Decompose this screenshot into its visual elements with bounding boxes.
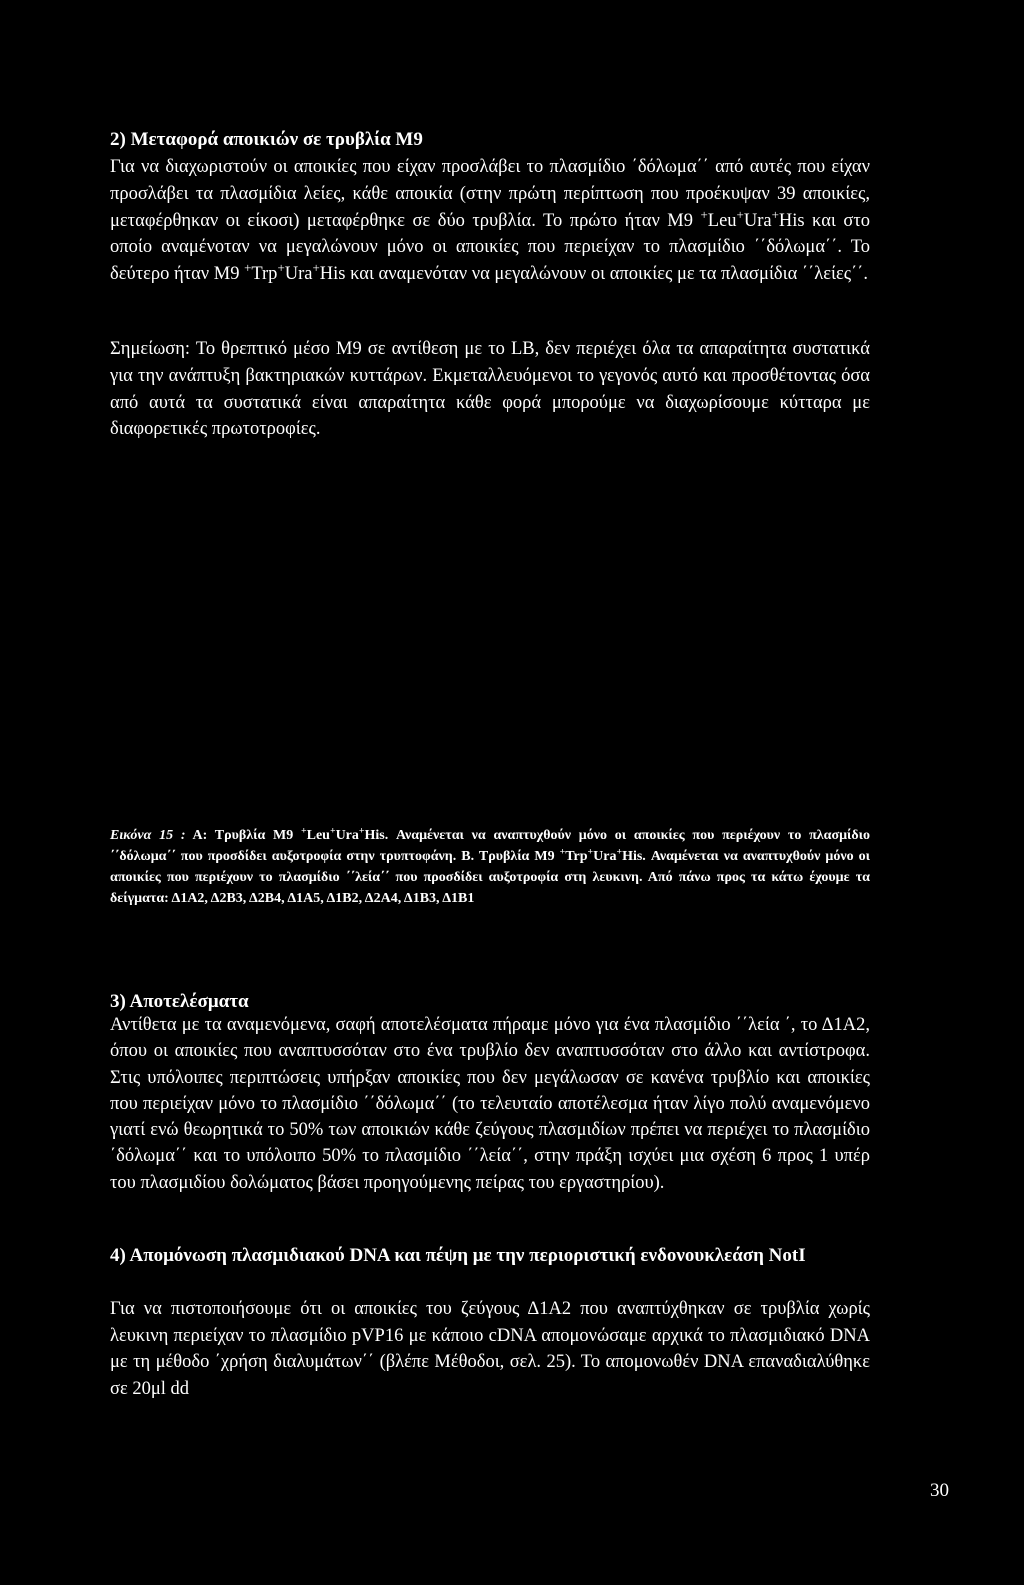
- text-run: Για να διαχωριστούν οι αποικίες που είχαν προσλάβει το πλασμίδιο ΄δόλωμα΄΄ από αυτές που είχαν προσλάβει τα πλασμίδια λείες, κάθε αποικία (στην πρώτη περίπτωση που προέκυψαν 39 αποικίες, μεταφέρθηκαν οι είκοσι) μεταφέρθηκε σε δύο τρυβλία. Το πρώτο ήταν Μ9: [110, 157, 870, 231]
- text-run: His. Αναμένεται να αναπτυχθούν μόνο οι αποικίες που περιέχουν το πλασμίδιο ΄΄λεία΄΄ που προσδίδει αυξοτροφία στη λευκινη. Από πάνω προς τα κάτω έχουμε τα δείγματα:: [110, 849, 870, 906]
- text-run: Leu: [306, 828, 330, 843]
- caption-samples: Δ1Α2, Δ2Β3, Δ2Β4, Δ1Α5, Δ1Β2, Δ2Α4, Δ1Β3, Δ1Β1: [171, 891, 475, 906]
- text-run: His. Αναμένεται να αναπτυχθούν μόνο οι αποικίες που περιέχουν το πλασμίδιο ΄΄δόλωμα΄΄ που προσδίδει αυξοτροφία στην τρυπτοφάνη. Β. Τρυβλία Μ9: [110, 828, 870, 864]
- text-run: Δ1Α2: [527, 1299, 572, 1319]
- figure-caption: Εικόνα 15 : Α: Τρυβλία Μ9 +Leu+Ura+His. Αναμένεται να αναπτυχθούν μόνο οι αποικίες που περιέχουν το πλασμίδιο ΄΄δόλωμα΄΄ που προσδίδει αυξοτροφία στην τρυπτοφάνη. Β. Τρυβλία Μ9 +Trp+Ura+His. Αναμένεται να αναπτυχθούν μόνο οι αποικίες που περιέχουν το πλασμίδιο ΄΄λεία΄΄ που προσδίδει αυξοτροφία στη λευκινη. Από πάνω προς τα κάτω έχουμε τα δείγματα: Δ1Α2, Δ2Β3, Δ2Β4, Δ1Α5, Δ1Β2, Δ2Α4, Δ1Β3, Δ1Β1: [110, 825, 870, 906]
- section-4-paragraph: [110, 1296, 870, 1402]
- section-2-paragraph-1: Για να διαχωριστούν οι αποικίες που είχαν προσλάβει το πλασμίδιο ΄δόλωμα΄΄ από αυτές που είχαν προσλάβει τα πλασμίδια λείες, κάθε αποικία (στην πρώτη περίπτωση που προέκυψαν 39 αποικίες, μεταφέρθηκαν οι είκοσι) μεταφέρθηκε σε δύο τρυβλία. Το πρώτο ήταν Μ9 +Leu+Ura+His και στο οποίο αναμένοταν να μεγαλώνουν μόνο οι αποικίες που περιείχαν το πλασμίδιο ΄΄δόλωμα΄΄. Το δεύτερο ήταν Μ9 +Trp+Ura+His και αναμενόταν να μεγαλώνουν οι αποικίες με τα πλασμίδια ΄΄λείες΄΄.: [110, 157, 870, 285]
- text-run: Trp: [565, 849, 588, 864]
- page-number: 30: [930, 1480, 949, 1501]
- section-4-heading: 4) Απομόνωση πλασμιδιακού DNA και πέψη με την περιοριστική ενδονουκλεάση NotI: [110, 1245, 806, 1266]
- section-3-heading: 3) Αποτελέσματα: [110, 991, 249, 1012]
- text-run: Ura: [335, 828, 359, 843]
- text-run: Leu: [707, 210, 737, 231]
- section-3-paragraph: [110, 1012, 870, 1196]
- document-page: [110, 0, 949, 1585]
- caption-label: Εικόνα 15 :: [110, 828, 186, 843]
- text-run: Ura: [593, 849, 617, 864]
- text-run: Trp: [251, 264, 278, 285]
- text-run: Ura: [743, 210, 772, 231]
- text-run: Για να πιστοποιήσουμε ότι οι αποικίες του ζεύγους: [110, 1299, 528, 1319]
- text-run: His και στο οποίο αναμένοταν να μεγαλώνουν μόνο οι αποικίες που περιείχαν το πλασμίδιο ΄΄δόλωμα΄΄. Το δεύτερο ήταν Μ9: [110, 210, 870, 285]
- text-run: Α: Τρυβλία Μ9: [185, 828, 302, 843]
- section-2-heading: 2) Μεταφορά αποικιών σε τρυβλία Μ9: [110, 129, 423, 150]
- text-run: που αναπτύχθηκαν σε τρυβλία χωρίς λευκινη περιείχαν το πλασμίδιο pVP16 με κάποιο cDNA απομονώσαμε αρχικά το πλασμιδιακό DNA με τη μέθοδο ΄χρήση διαλυμάτων΄΄ (βλέπε Μέθοδοι, σελ. 25). Το απομονωθέν DNA επαναδιαλύθηκε σε 20μl dd: [110, 1299, 870, 1399]
- section-2-note: Σημείωση: Το θρεπτικό μέσο Μ9 σε αντίθεση με το LB, δεν περιέχει όλα τα απαραίτητα συστατικά για την ανάπτυξη βακτηριακών κυττάρων. Εκμεταλλευόμενοι το γεγονός αυτό και προσθέτοντας όσα από αυτά τα συστατικά είναι απαραίτητα κάθε φορά μπορούμε να διαχωρίσουμε κύτταρα με διαφορετικές πρωτοτροφίες.: [110, 339, 870, 440]
- text-run: His και αναμενόταν να μεγαλώνουν οι αποικίες με τα πλασμίδια ΄΄λείες΄΄.: [319, 264, 869, 285]
- text-run: Αντίθετα με τα αναμενόμενα, σαφή αποτελέσματα πήραμε μόνο για ένα πλασμίδιο ΄΄λεία ΄, το: [110, 1015, 822, 1035]
- text-run: Ura: [284, 264, 313, 285]
- text-run: , όπου οι αποικίες που αναπτυσσόταν στο ένα τρυβλίο δεν αναπτυσσόταν στο άλλο και αντίστροφα. Στις υπόλοιπες περιπτώσεις υπήρξαν αποικίες που δεν μεγάλωσαν σε κανένα τρυβλίο και αποικίες που περιείχαν μόνο το πλασμίδιο ΄΄δόλωμα΄΄ (το τελευταίο αποτέλεσμα ήταν λίγο πολύ αναμενόμενο γιατί ενώ θεωρητικά το 50% των αποικιών κάθε ζεύγους πλασμιδίων πρέπει να περιέχει το πλασμίδιο ΄δόλωμα΄΄ και το υπόλοιπο 50% το πλασμίδιο ΄΄λεία΄΄, στην πράξη ισχύει μια σχέση 6 προς 1 υπέρ του πλασμιδίου δολώματος βάσει προηγούμενης πείρας του εργαστηρίου).: [110, 1015, 870, 1193]
- text-run: Δ1Α2: [821, 1015, 866, 1035]
